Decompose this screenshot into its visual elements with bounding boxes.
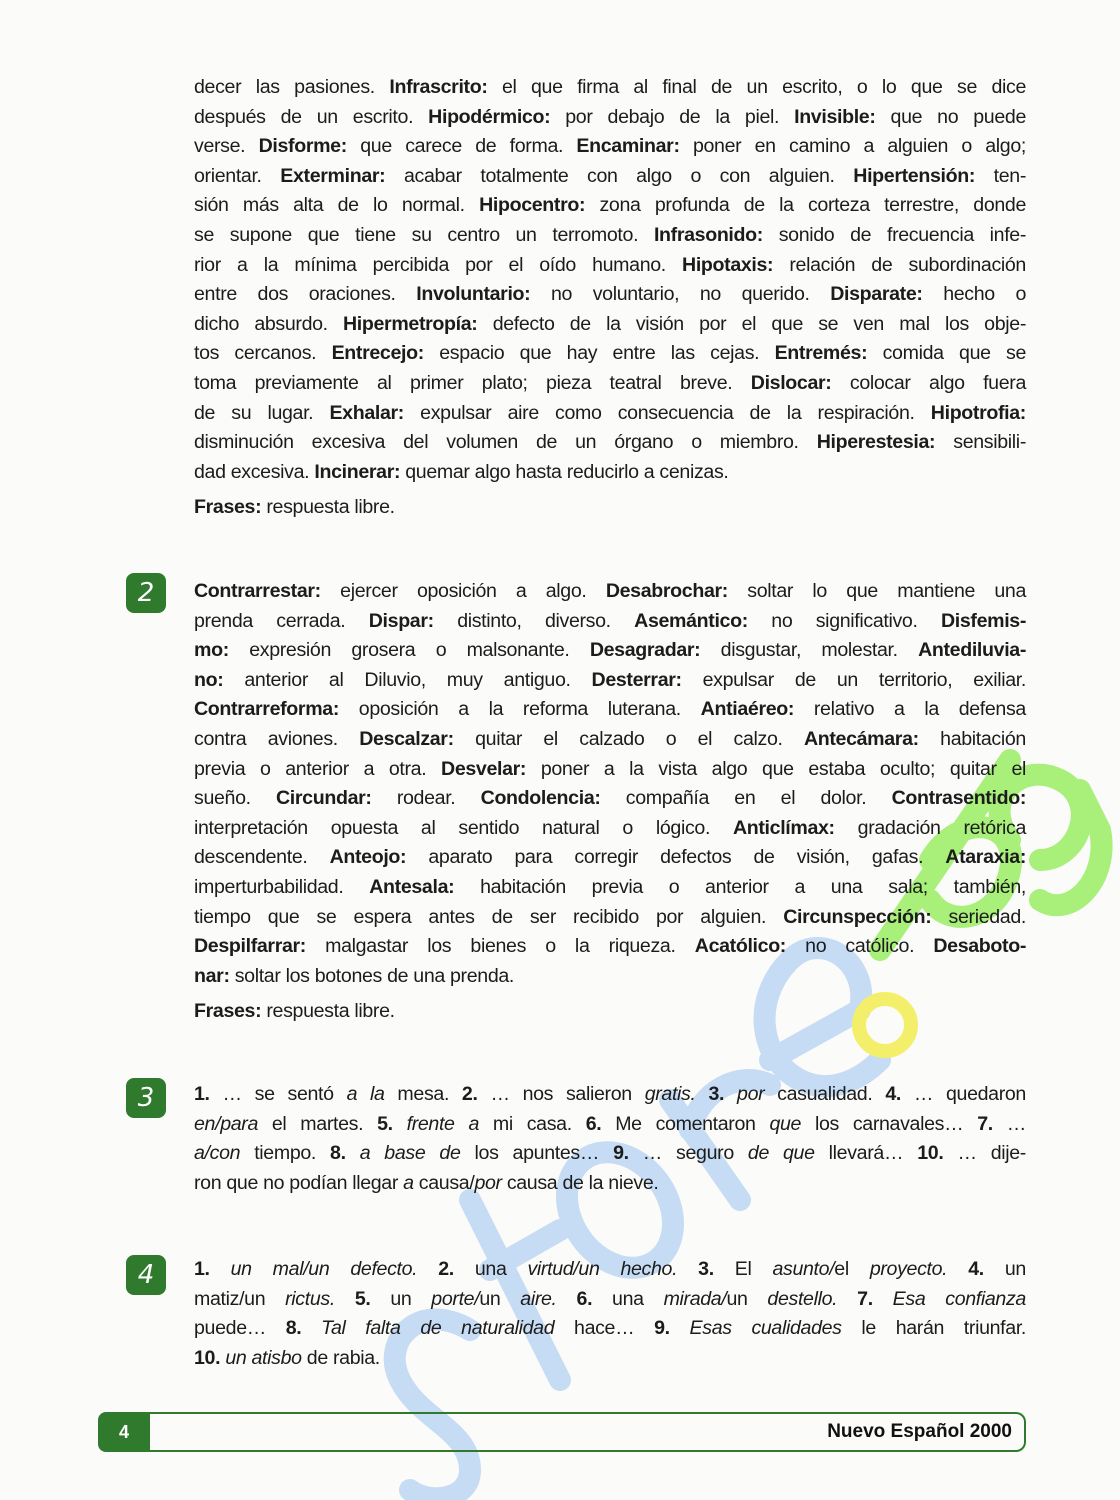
term: 9. <box>613 1142 629 1165</box>
term: Desvelar: <box>441 757 527 780</box>
text-line <box>194 458 1026 488</box>
term: Dispar: <box>368 609 434 632</box>
exercise-badge-3: 3 <box>126 1078 166 1118</box>
italic-text: Esas cualidades <box>689 1317 842 1340</box>
italic-text: asunto/ <box>772 1258 835 1280</box>
term: Dislocar: <box>750 371 832 394</box>
text-line <box>194 73 1026 103</box>
text-line <box>194 251 1026 281</box>
text <box>335 1288 355 1310</box>
term: Condolencia: <box>480 787 601 810</box>
italic-text: de que <box>747 1142 815 1165</box>
text: Me comentaron <box>601 1112 770 1135</box>
term: Desaboto- <box>933 935 1026 958</box>
term: Infrasonido: <box>653 223 763 246</box>
text <box>210 1258 231 1280</box>
term: Anticlímax: <box>732 816 835 839</box>
text: anterior al Diluvio, muy antiguo. <box>223 668 592 691</box>
text: se supone que tiene su centro un terromoto. <box>194 223 654 246</box>
text: un <box>479 1287 521 1310</box>
section-1-definitions <box>194 73 1026 523</box>
text-line <box>194 666 1026 696</box>
text <box>724 1083 737 1105</box>
term: no: <box>194 668 224 691</box>
text: defecto de la visión por el que se ven mal los obje- <box>477 312 1026 335</box>
frases-line <box>194 493 1026 523</box>
text: quemar algo hasta reducirlo a cenizas. <box>400 460 729 483</box>
exercise-badge-4: 4 <box>126 1255 166 1295</box>
section-2-definitions <box>194 577 1026 1027</box>
text: sensibili- <box>935 431 1026 454</box>
text: colocar algo fuera <box>831 371 1026 394</box>
text: … quedaron <box>900 1083 1026 1105</box>
text: disgustar, molestar. <box>700 639 919 662</box>
term: Exhalar: <box>329 401 404 424</box>
text: decer las pasiones. <box>194 76 390 98</box>
text: relación de subordinación <box>773 253 1026 276</box>
text: soltar los botones de una prenda. <box>229 964 515 987</box>
term: 5. <box>377 1112 393 1135</box>
text: zona profunda de la corteza terrestre, donde <box>585 194 1027 217</box>
frases-line <box>194 997 1026 1027</box>
text-line <box>194 280 1026 310</box>
term: Entrecejo: <box>331 342 424 365</box>
term: Descalzar: <box>359 727 454 750</box>
text: hace… <box>554 1317 655 1340</box>
term: 2. <box>461 1083 478 1105</box>
text: descendente. <box>194 846 330 869</box>
term: Hipocentro: <box>479 194 586 217</box>
text: hecho o <box>922 283 1027 306</box>
text: orientar. <box>194 164 281 187</box>
text: los carnavales… <box>801 1112 978 1135</box>
term: Exterminar: <box>280 164 386 187</box>
text <box>417 1258 438 1280</box>
text-line <box>194 162 1026 192</box>
book-title: Nuevo Español 2000 <box>827 1421 1012 1442</box>
text-line <box>194 903 1026 933</box>
section-3-answers <box>194 1080 1026 1198</box>
text-line <box>194 1314 1026 1344</box>
term: Contrasentido: <box>891 787 1026 810</box>
text <box>301 1317 321 1339</box>
text: no católico. <box>785 935 934 958</box>
italic-text: Tal falta de naturalidad <box>321 1317 555 1340</box>
term: Frases: <box>194 496 262 519</box>
text: interpretación opuesta al sentido natural o lógico. <box>194 816 733 839</box>
text: puede… <box>194 1317 286 1340</box>
term: Desagradar: <box>589 639 701 662</box>
text: disminución excesiva del volumen de un órgano o miembro. <box>194 431 817 454</box>
term: mo: <box>194 639 229 662</box>
term: Hipotrofia: <box>930 401 1026 424</box>
page-footer <box>98 1412 1026 1452</box>
text-line <box>194 695 1026 725</box>
term: 9. <box>654 1317 670 1340</box>
text <box>947 1258 968 1280</box>
term: nar: <box>194 964 230 987</box>
term: 4. <box>968 1258 984 1280</box>
term: Frases: <box>194 1000 262 1023</box>
text: … seguro <box>628 1142 748 1165</box>
text: prenda cerrada. <box>194 609 369 632</box>
text: contra aviones. <box>194 727 360 750</box>
text: ron que no podían llegar <box>194 1171 404 1194</box>
text <box>696 1083 709 1105</box>
text: por debajo de la piel. <box>550 105 795 128</box>
italic-text: a base de <box>359 1142 461 1165</box>
text: de rabia. <box>301 1346 380 1369</box>
text-line <box>194 636 1026 666</box>
term: Hipodérmico: <box>428 105 551 128</box>
text-line <box>194 1285 1026 1315</box>
term: Hiperestesia: <box>816 431 936 454</box>
text: expulsar de un territorio, exiliar. <box>681 668 1026 691</box>
text: poner a la vista algo que estaba oculto; quitar el <box>526 757 1026 780</box>
text-line <box>194 932 1026 962</box>
text: sueño. <box>194 787 276 810</box>
term: Anteojo: <box>329 846 407 869</box>
text-line <box>194 369 1026 399</box>
text-line <box>194 577 1026 607</box>
italic-text: un atisbo <box>225 1346 302 1369</box>
term: Hipermetropía: <box>343 312 478 335</box>
text: rodear. <box>371 787 481 810</box>
text: causa de la nieve. <box>501 1171 659 1194</box>
text-line <box>194 755 1026 785</box>
term: 2. <box>438 1258 454 1280</box>
text-line <box>194 399 1026 429</box>
text: mesa. <box>384 1083 462 1105</box>
text: verse. <box>194 135 259 158</box>
text: rior a la mínima percibida por el oído humano. <box>194 253 683 276</box>
text: malgastar los bienes o la riqueza. <box>305 935 695 958</box>
text: le harán triunfar. <box>841 1317 1027 1340</box>
text-line <box>194 962 1026 992</box>
term: Antesala: <box>369 875 455 898</box>
term: Encaminar: <box>576 135 680 158</box>
text: el martes. <box>258 1112 378 1135</box>
text: acabar totalmente con algo o con alguien. <box>385 164 854 187</box>
italic-text: por <box>474 1171 502 1194</box>
text-line <box>194 339 1026 369</box>
italic-text: rictus. <box>285 1287 335 1310</box>
term: 1. <box>194 1258 210 1280</box>
text: que no puede <box>875 105 1026 128</box>
section-4-answers <box>194 1255 1026 1373</box>
text-line <box>194 103 1026 133</box>
term: 8. <box>285 1317 302 1340</box>
term: 7. <box>977 1112 993 1135</box>
italic-text: en/para <box>194 1112 259 1135</box>
text: que carece de forma. <box>346 135 577 158</box>
text: no voluntario, no querido. <box>530 283 831 306</box>
text: expulsar aire como consecuencia de la respiración. <box>403 401 931 424</box>
text-line <box>194 132 1026 162</box>
term: Contrarrestar: <box>194 580 321 602</box>
text: no significativo. <box>747 609 941 632</box>
term: Desabrochar: <box>605 580 728 602</box>
term: Hipertensión: <box>853 164 975 187</box>
text: … <box>992 1112 1026 1135</box>
text: matiz/un <box>194 1287 286 1310</box>
text: de su lugar. <box>194 401 330 424</box>
text: una <box>592 1287 664 1310</box>
term: Hipotaxis: <box>682 253 774 276</box>
italic-text: destello. <box>767 1287 838 1310</box>
term: Antecámara: <box>803 727 919 750</box>
term: 4. <box>885 1083 901 1105</box>
text-line <box>194 843 1026 873</box>
italic-text: que <box>769 1112 802 1135</box>
term: 3. <box>708 1083 725 1105</box>
text: tiempo que se espera antes de ser recibido por alguien. <box>194 905 784 928</box>
text: … nos salieron <box>477 1083 645 1105</box>
term: Disfemis- <box>940 609 1027 632</box>
term: Infrascrito: <box>389 76 488 98</box>
text-line <box>194 1110 1026 1140</box>
term: Invisible: <box>794 105 876 128</box>
term: 3. <box>698 1258 714 1280</box>
text: espacio que hay entre las cejas. <box>423 342 775 365</box>
text: entre dos oraciones. <box>194 283 417 306</box>
text: sión más alta de lo normal. <box>194 194 480 217</box>
text: poner en camino a alguien o algo; <box>679 135 1026 158</box>
text-line <box>194 1139 1026 1169</box>
term: 5. <box>354 1287 371 1310</box>
term: Despilfarrar: <box>194 935 306 958</box>
text: ten- <box>975 164 1026 187</box>
text-line <box>194 428 1026 458</box>
text-line <box>194 1169 1026 1199</box>
text: relativo a la defensa <box>794 698 1026 721</box>
text: toma previamente al primer plato; pieza teatral breve. <box>194 371 751 394</box>
text-line <box>194 873 1026 903</box>
text: seriedad. <box>931 905 1026 928</box>
text <box>677 1258 698 1280</box>
text: expresión grosera o malsonante. <box>228 639 590 662</box>
text: previa o anterior a otra. <box>194 757 442 780</box>
text: el que firma al final de un escrito, o lo que se dice <box>487 76 1026 98</box>
text: casualidad. <box>764 1083 886 1105</box>
text: compañía en el dolor. <box>600 787 892 810</box>
term: Antediluvia- <box>918 639 1027 662</box>
text: mi casa. <box>479 1112 586 1135</box>
term: Ataraxia: <box>945 846 1026 869</box>
text: después de un escrito. <box>194 105 429 128</box>
italic-text: Esa confianza <box>892 1287 1026 1310</box>
text-line <box>194 784 1026 814</box>
text <box>346 1142 360 1164</box>
term: Antiaéreo: <box>700 698 795 721</box>
text: habitación <box>918 727 1026 750</box>
text-line <box>194 1344 1026 1374</box>
text-line <box>194 1080 1026 1110</box>
term: Acatólico: <box>694 935 786 958</box>
text: distinto, diverso. <box>433 609 635 632</box>
text: una <box>453 1258 528 1280</box>
text: El <box>713 1258 773 1280</box>
text: ejercer oposición a algo. <box>320 580 606 602</box>
term: Desterrar: <box>591 668 682 691</box>
term: 10. <box>917 1142 944 1165</box>
text: gradación retórica <box>834 816 1026 839</box>
term: Asemántico: <box>634 609 748 632</box>
term: 6. <box>585 1112 602 1135</box>
text: dicho absurdo. <box>194 312 343 335</box>
italic-text: frente a <box>406 1112 480 1135</box>
text: imperturbabilidad. <box>194 875 370 898</box>
term: 7. <box>857 1287 873 1310</box>
text: los apuntes… <box>460 1142 614 1165</box>
text <box>557 1288 577 1310</box>
text: un <box>370 1287 432 1310</box>
term: Entremés: <box>774 342 868 365</box>
term: Involuntario: <box>416 283 531 306</box>
text-line <box>194 310 1026 340</box>
text: respuesta libre. <box>261 496 395 519</box>
exercise-badge-2: 2 <box>126 573 166 613</box>
term: Disforme: <box>258 135 347 158</box>
text: … se sentó <box>209 1083 347 1105</box>
text-line <box>194 814 1026 844</box>
italic-text: a/con <box>194 1142 241 1165</box>
italic-text: gratis. <box>644 1083 696 1105</box>
term: 6. <box>576 1287 593 1310</box>
italic-text: un mal/un defecto. <box>230 1258 418 1280</box>
term: Contrarreforma: <box>194 698 339 721</box>
text: sonido de frecuencia infe- <box>762 223 1027 246</box>
term: 10. <box>194 1346 221 1369</box>
text: … dije- <box>943 1142 1026 1165</box>
italic-text: a la <box>346 1083 385 1105</box>
text: habitación previa o anterior a una sala; también, <box>454 875 1026 898</box>
text-line <box>194 221 1026 251</box>
term: 8. <box>330 1142 346 1165</box>
term: Incinerar: <box>314 460 401 483</box>
italic-text: mirada/ <box>663 1287 727 1310</box>
italic-text: virtud/un hecho. <box>527 1258 678 1280</box>
text: causa/ <box>413 1171 475 1194</box>
text <box>670 1317 690 1339</box>
italic-text: a <box>403 1171 414 1194</box>
text: un <box>983 1258 1026 1280</box>
text: tiempo. <box>240 1142 331 1165</box>
text: dad excesiva. <box>194 460 315 483</box>
text: un <box>726 1287 768 1310</box>
italic-text: proyecto. <box>869 1258 948 1280</box>
text <box>837 1288 857 1310</box>
text: oposición a la reforma luterana. <box>339 698 701 721</box>
text: quitar el calzado o el calzo. <box>453 727 804 750</box>
text: respuesta libre. <box>261 1000 395 1023</box>
text-line <box>194 1255 1026 1285</box>
text: el <box>834 1258 870 1280</box>
text <box>393 1113 407 1135</box>
term: 1. <box>194 1083 210 1105</box>
term: Disparate: <box>830 283 923 306</box>
text-line <box>194 191 1026 221</box>
text: aparato para corregir defectos de visión, gafas. <box>406 846 946 869</box>
text <box>873 1288 893 1310</box>
term: Circundar: <box>276 787 372 810</box>
text: tos cercanos. <box>194 342 332 365</box>
text: soltar lo que mantiene una <box>727 580 1026 602</box>
italic-text: por <box>737 1083 765 1105</box>
text: comida que se <box>867 342 1026 365</box>
text: llevará… <box>814 1142 918 1165</box>
page-number: 4 <box>98 1412 150 1452</box>
term: Circunspección: <box>783 905 932 928</box>
italic-text: aire. <box>520 1287 557 1310</box>
text-line <box>194 725 1026 755</box>
italic-text: porte/ <box>431 1287 480 1310</box>
text-line <box>194 607 1026 637</box>
